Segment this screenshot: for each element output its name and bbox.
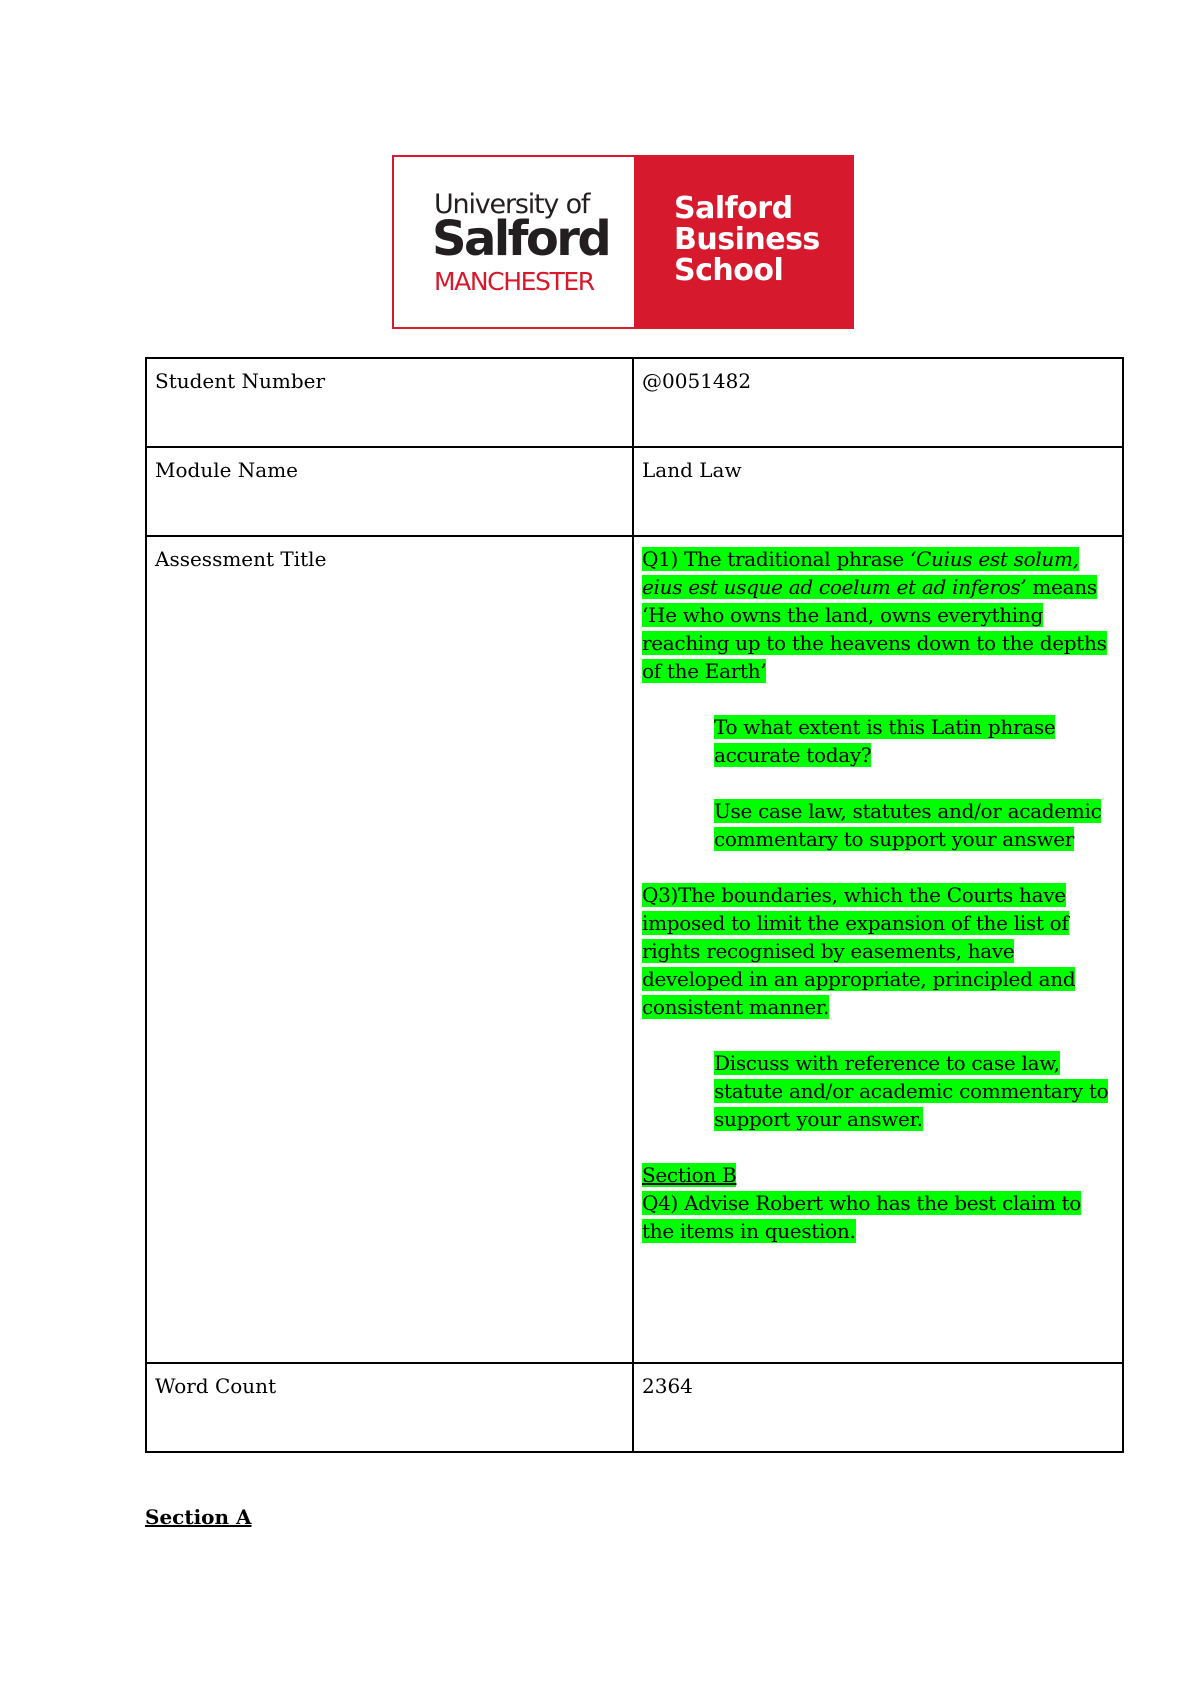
student-number-value: @0051482 xyxy=(633,358,1123,447)
question-3 xyxy=(642,881,1114,1021)
logo-business-school xyxy=(674,193,820,286)
q3-text: Q3)The boundaries, which the Courts have imposed to limit the expansion of the list of rights recognised by easements, have developed in an appropriate, principled and consistent manner. xyxy=(642,883,1076,1019)
logo-sbs-line-1: Salford xyxy=(674,191,793,226)
logo-sbs-line-2: Business xyxy=(674,222,820,257)
q3-part1-text: Discuss with reference to case law, statute and/or academic commentary to support your answer. xyxy=(714,1051,1109,1131)
table-row xyxy=(146,536,1123,1363)
q1-lead: Q1) The traditional phrase xyxy=(642,547,910,571)
module-name-value: Land Law xyxy=(633,447,1123,536)
q1-part2-text: Use case law, statutes and/or academic commentary to support your answer xyxy=(714,799,1102,851)
student-number-label: Student Number xyxy=(146,358,633,447)
assessment-title-value xyxy=(633,536,1123,1363)
section-a-heading: Section A xyxy=(145,1505,252,1529)
question-1 xyxy=(642,545,1114,685)
logo-sbs-line-3: School xyxy=(674,253,784,288)
university-logo xyxy=(392,155,854,329)
section-b-heading: Section B xyxy=(642,1163,737,1187)
q1-part1-text: To what extent is this Latin phrase accurate today? xyxy=(714,715,1056,767)
logo-business-school-panel xyxy=(634,157,852,327)
module-name-label: Module Name xyxy=(146,447,633,536)
word-count-label: Word Count xyxy=(146,1363,633,1452)
logo-university-panel xyxy=(394,157,634,327)
logo-university-of: University of xyxy=(434,189,590,220)
table-row xyxy=(146,447,1123,536)
question-1-part-2 xyxy=(714,797,1114,853)
q1-rest: means ‘He who owns the land, owns everything reaching up to the heavens down to the depths of the Earth’ xyxy=(642,575,1107,683)
q4-text: Q4) Advise Robert who has the best claim to the items in question. xyxy=(642,1191,1082,1243)
assessment-title-label: Assessment Title xyxy=(146,536,633,1363)
section-b-block xyxy=(642,1161,1114,1245)
word-count-value: 2364 xyxy=(633,1363,1123,1452)
question-1-part-1 xyxy=(714,713,1114,769)
q1-latin-phrase: ‘Cuius est solum, eius est usque ad coelum et ad inferos’ xyxy=(642,547,1079,599)
logo-salford: Salford xyxy=(432,211,610,267)
table-row xyxy=(146,358,1123,447)
cover-sheet-table xyxy=(145,357,1124,1453)
logo-manchester: MANCHESTER xyxy=(434,267,594,296)
table-row xyxy=(146,1363,1123,1452)
question-3-part-1 xyxy=(714,1049,1114,1133)
